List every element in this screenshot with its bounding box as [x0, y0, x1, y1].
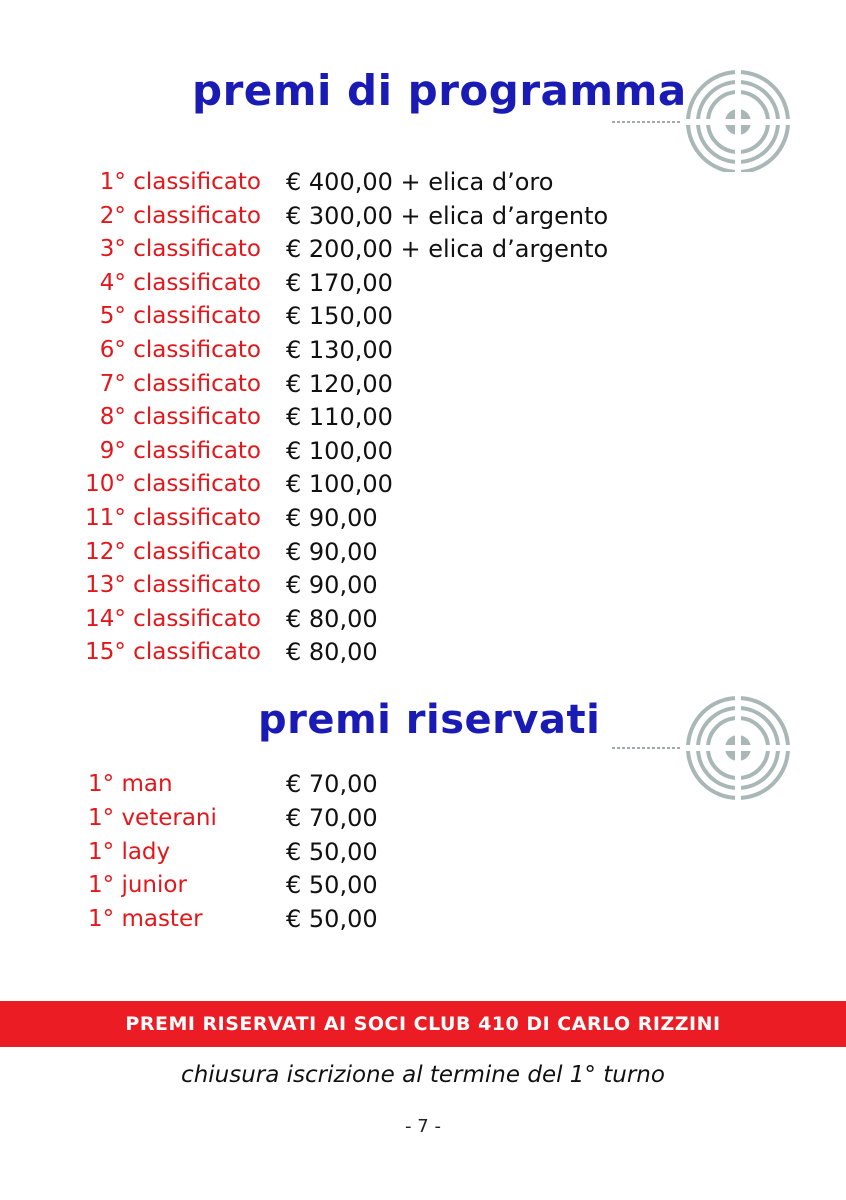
prize-rank: 12° classificato — [85, 538, 261, 565]
prize-row — [0, 300, 846, 332]
prize-amount: € 50,00 — [286, 905, 378, 934]
prize-rank: 1° lady — [88, 838, 171, 865]
prize-rank: 1° veterani — [88, 804, 217, 831]
section-title-programma: premi di programma — [192, 66, 687, 115]
prize-rank: 1° classificato — [99, 169, 261, 195]
prize-row — [0, 569, 846, 601]
prize-rank: 9° classificato — [99, 437, 261, 464]
prize-row — [0, 267, 846, 299]
prize-amount: € 100,00 — [286, 470, 393, 499]
prize-row — [0, 768, 846, 800]
prize-rank: 6° classificato — [99, 337, 261, 363]
prize-amount: € 300,00 + elica d’argento — [286, 201, 609, 230]
prize-row — [0, 603, 846, 635]
prize-rank: 13° classificato — [85, 572, 261, 599]
prize-row — [0, 869, 846, 901]
prize-rank: 8° classificato — [99, 404, 261, 431]
prize-row — [0, 903, 846, 935]
prize-amount: € 100,00 — [286, 436, 393, 465]
prize-amount: € 130,00 — [286, 336, 393, 364]
prize-amount: € 80,00 — [286, 604, 378, 633]
prize-row — [0, 233, 846, 265]
prize-rank: 7° classificato — [99, 370, 261, 397]
prize-rank: 11° classificato — [85, 505, 261, 531]
page-number: - 7 - — [405, 1116, 441, 1137]
prize-row — [0, 836, 846, 868]
prize-row — [0, 468, 846, 500]
prize-amount: € 70,00 — [286, 803, 378, 832]
prize-row — [0, 368, 846, 400]
prize-amount: € 110,00 — [286, 403, 393, 432]
prize-row — [0, 802, 846, 834]
prize-amount: € 90,00 — [286, 571, 378, 600]
target-icon — [612, 68, 792, 172]
prize-rank: 5° classificato — [99, 303, 261, 330]
prize-row — [0, 502, 846, 534]
prize-amount: € 400,00 + elica d’oro — [286, 168, 554, 196]
prize-amount: € 170,00 — [286, 268, 393, 297]
closing-note: chiusura iscrizione al termine del 1° turno — [181, 1062, 665, 1088]
banner-text: PREMI RISERVATI AI SOCI CLUB 410 DI CARLO RIZZINI — [125, 1013, 721, 1035]
section-title-riservati: premi riservati — [258, 697, 601, 743]
prize-row — [0, 435, 846, 467]
prize-rank: 1° master — [88, 906, 203, 933]
prize-row — [0, 401, 846, 433]
prize-amount: € 120,00 — [286, 369, 393, 398]
prize-amount: € 50,00 — [286, 837, 378, 866]
members-banner — [0, 1001, 846, 1047]
prize-rank: 3° classificato — [99, 236, 261, 263]
prize-row — [0, 166, 846, 198]
prize-amount: € 50,00 — [286, 871, 378, 900]
prize-rank: 1° junior — [88, 872, 187, 899]
prize-rank: 10° classificato — [85, 471, 261, 498]
prize-rank: 2° classificato — [99, 202, 261, 229]
prize-row — [0, 334, 846, 366]
prize-rank: 15° classificato — [85, 639, 261, 666]
prize-amount: € 90,00 — [286, 504, 378, 532]
prize-amount: € 200,00 + elica d’argento — [286, 235, 609, 264]
prize-rank: 1° man — [88, 771, 173, 797]
prize-amount: € 150,00 — [286, 302, 393, 331]
prize-amount: € 90,00 — [286, 537, 378, 566]
prize-amount: € 70,00 — [286, 770, 378, 798]
prize-row — [0, 536, 846, 568]
prize-rank: 4° classificato — [99, 269, 261, 296]
prize-row — [0, 636, 846, 668]
prize-amount: € 80,00 — [286, 638, 378, 667]
prize-rank: 14° classificato — [85, 605, 261, 632]
prize-row — [0, 200, 846, 232]
